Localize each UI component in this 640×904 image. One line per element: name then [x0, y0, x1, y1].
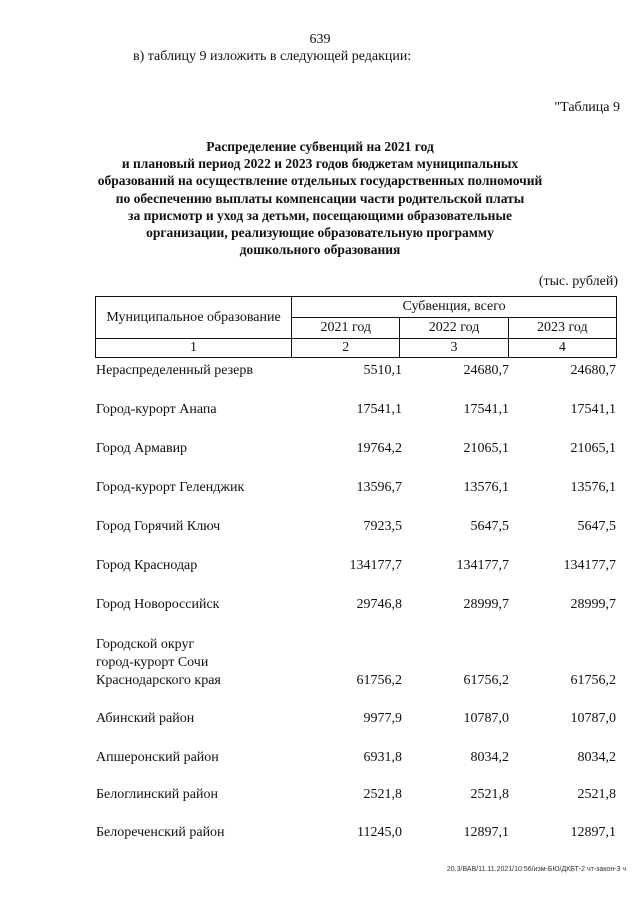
header-year-2021: 2021 год	[292, 318, 400, 339]
header-colnum-4: 4	[508, 339, 616, 358]
municipality-name-line: Город Краснодар	[96, 558, 198, 573]
municipality-name	[96, 362, 296, 380]
value-2022: 24680,7	[463, 363, 509, 378]
value-2023: 24680,7	[570, 363, 616, 378]
municipality-name-line: Абинский район	[96, 711, 195, 726]
value-2021: 5510,1	[363, 363, 402, 378]
municipality-name	[96, 786, 296, 804]
value-2021: 13596,7	[356, 480, 402, 495]
value-2021: 11245,0	[357, 825, 402, 840]
municipality-name-line: Город Горячий Ключ	[96, 519, 221, 534]
value-2023: 12897,1	[570, 825, 616, 840]
header-colnum-1: 1	[96, 339, 292, 358]
municipality-name-line: город-курорт Сочи	[96, 655, 209, 670]
value-2022: 12897,1	[463, 825, 509, 840]
title-line: и плановый период 2022 и 2023 годов бюджетам муниципальных	[121, 156, 519, 172]
table-header	[95, 296, 617, 358]
value-2021: 7923,5	[363, 519, 402, 534]
value-2022: 2521,8	[470, 787, 509, 802]
value-2023: 134177,7	[563, 558, 616, 573]
title-line: Распределение субвенций на 2021 год	[206, 139, 434, 154]
municipality-name	[96, 710, 296, 728]
municipality-name-line: Городской округ	[96, 637, 195, 652]
municipality-name-line: Город-курорт Геленджик	[96, 480, 245, 495]
value-2023: 10787,0	[570, 711, 616, 726]
value-2021: 19764,2	[356, 441, 402, 456]
value-2021: 2521,8	[363, 787, 402, 802]
municipality-name	[96, 749, 296, 767]
value-2021: 6931,8	[363, 750, 402, 765]
value-2023: 17541,1	[570, 402, 616, 417]
municipality-name-line: Апшеронский район	[96, 750, 219, 765]
municipality-name-line: Краснодарского края	[96, 673, 221, 688]
value-2021: 17541,1	[356, 402, 402, 417]
municipality-name-line: Белореченский район	[96, 825, 225, 840]
value-2021: 134177,7	[349, 558, 402, 573]
title-line: по обеспечению выплаты компенсации части родительской платы	[115, 190, 525, 206]
value-2021: 29746,8	[356, 597, 402, 612]
title-line: дошкольного образования	[239, 242, 401, 258]
municipality-name	[96, 479, 296, 497]
municipality-name-line: Город Новороссийск	[96, 597, 220, 612]
municipality-name	[96, 401, 296, 419]
value-2022: 5647,5	[470, 519, 509, 534]
municipality-name-line: Город Армавир	[96, 441, 188, 456]
header-colnum-2: 2	[292, 339, 400, 358]
value-2022: 13576,1	[463, 480, 509, 495]
table-label: "Таблица 9	[554, 100, 620, 115]
header-year-2022: 2022 год	[400, 318, 508, 339]
value-2023: 13576,1	[570, 480, 616, 495]
footer-code: 20.3/ВАВ/11.11.2021/10:56/изм-БЮ/ДКБТ-2 чт-закон-3 ч	[446, 866, 626, 873]
header-colnum-3: 3	[400, 339, 508, 358]
value-2023: 5647,5	[577, 519, 616, 534]
municipality-name-line: Нераспределенный резерв	[96, 363, 253, 378]
municipality-name	[96, 518, 296, 536]
value-2023: 28999,7	[570, 597, 616, 612]
municipality-name	[96, 557, 296, 575]
municipality-name	[96, 636, 296, 690]
municipality-name-line: Город-курорт Анапа	[96, 402, 217, 417]
value-2023: 21065,1	[570, 441, 616, 456]
value-2022: 8034,2	[470, 750, 509, 765]
value-2021: 61756,2	[356, 673, 402, 688]
value-2021: 9977,9	[363, 711, 402, 726]
value-2023: 61756,2	[570, 673, 616, 688]
units-label: (тыс. рублей)	[538, 274, 618, 289]
value-2022: 21065,1	[463, 441, 509, 456]
title-line: образований на осуществление отдельных государственных полномочий	[97, 173, 543, 189]
title-line: за присмотр и уход за детьми, посещающими образовательные	[128, 207, 512, 223]
value-2022: 61756,2	[463, 673, 509, 688]
value-2022: 17541,1	[463, 402, 509, 417]
title-line: организации, реализующие образовательную программу	[146, 225, 494, 241]
value-2022: 10787,0	[463, 711, 509, 726]
page-number: 639	[309, 32, 331, 47]
header-subvention: Субвенция, всего	[292, 297, 617, 318]
municipality-name	[96, 596, 296, 614]
municipality-name	[96, 440, 296, 458]
value-2023: 2521,8	[577, 787, 616, 802]
header-municipality: Муниципальное образование	[96, 297, 292, 339]
value-2023: 8034,2	[577, 750, 616, 765]
value-2022: 134177,7	[456, 558, 509, 573]
municipality-name	[96, 824, 296, 842]
document-title	[60, 138, 580, 258]
value-2022: 28999,7	[463, 597, 509, 612]
intro-text: в) таблицу 9 изложить в следующей редакции:	[133, 49, 412, 64]
header-year-2023: 2023 год	[508, 318, 616, 339]
municipality-name-line: Белоглинский район	[96, 787, 218, 802]
